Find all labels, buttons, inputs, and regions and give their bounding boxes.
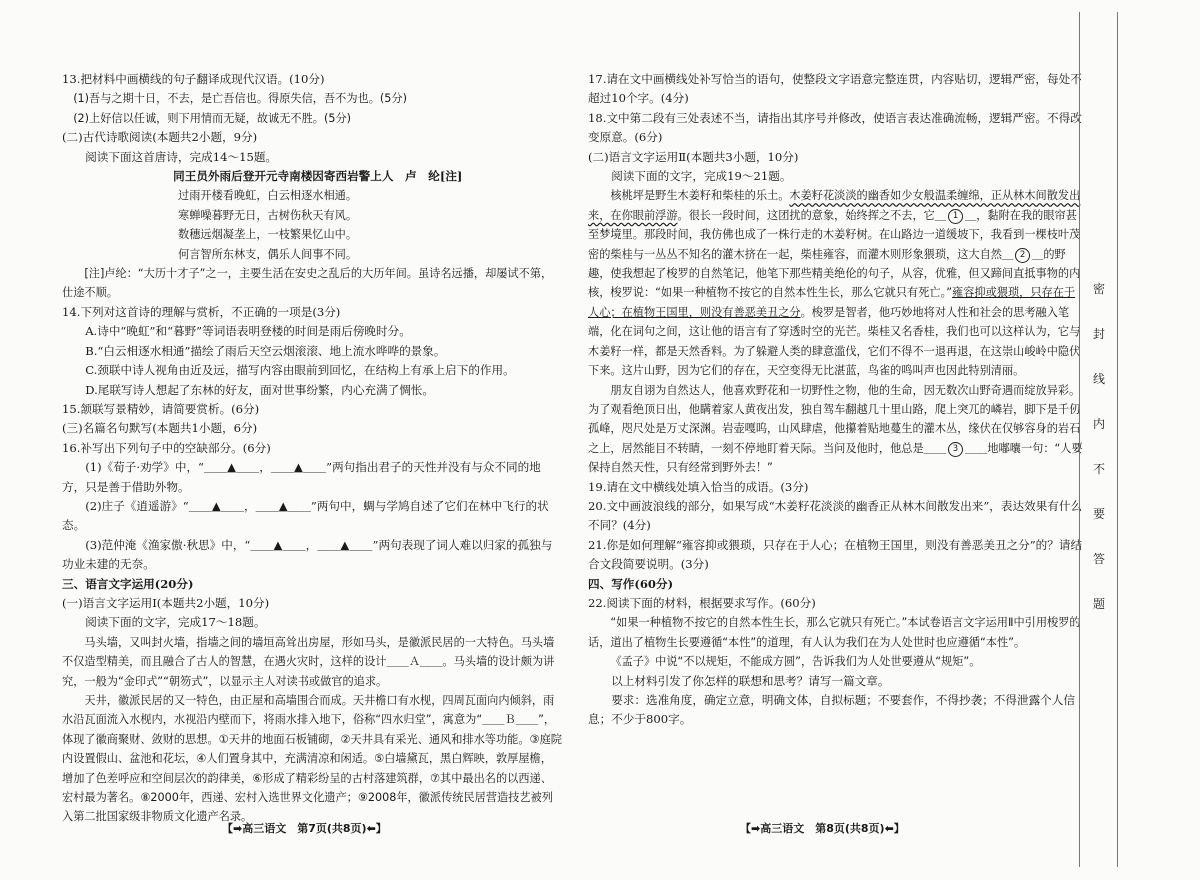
right-paragraph: 21.你是如何理解“雍容抑或猥琐，只存在于人心；在植物王国里，则没有善恶美丑之分”的？请结合文段简要说明。(3分) bbox=[588, 537, 1083, 572]
left-paragraph: (3)范仲淹《渔家傲·秋思》中，“＿＿▲＿＿，＿＿▲＿＿”两句表现了词人难以归家的孤独与功业未建的无奈。 bbox=[62, 537, 553, 572]
left-paragraph: A.诗中“晚虹”和“暮野”等词语表明登楼的时间是雨后傍晚时分。 bbox=[85, 324, 411, 339]
left-paragraph: 14.下列对这首诗的理解与赏析，不正确的一项是(3分) bbox=[62, 304, 341, 319]
seal-char: 内 bbox=[1092, 417, 1105, 431]
left-paragraph: (三)名篇名句默写(本题共1小题，6分) bbox=[62, 421, 258, 436]
left-paragraph: 数穗远烟凝垄上，一枝繁果忆山中。 bbox=[178, 228, 358, 242]
seal-char: 封 bbox=[1092, 327, 1105, 341]
right-paragraph: 17.请在文中画横线处补写恰当的语句，使整段文字语意完整连贯，内容贴切，逻辑严密，每处不超过10个字。(4分) bbox=[588, 72, 1082, 106]
right-paragraph: 核桃坪是野生木姜籽和柴桂的乐土。木姜籽花淡淡的幽香如少女般温柔缠绵，正从林木间散发出来，在你眼前浮游。很长一段时间，这团扰的意象，始终挥之不去，它＿ 1 ＿，黏附在我的眼帘甚至梦境里。那段时间，我仿佛也成了一株行走的木姜籽树。在山路边一道缓坡下，我看到一棵枝叶茂密的柴桂与一丛丛不知名的灌木挤在一起，柴桂雍容，而灌木则形象猥琐，这大自然＿ 2 ＿的野趣，使我想起了梭罗的自然笔记，他笔下那些精美绝伦的句子，从容，优雅，但又蹄间直抵事物的内核，梭罗说：“如果一种植物不按它的自然本性生长，那么它就只有死亡。”雍容抑或猥琐，只存在于人心；在植物王国里，则没有善恶美丑之分。梭罗是智者，他巧妙地将对人性和社会的思考融入笔端，化在词句之间，这让他的语言有了穿透时空的光芒。柴桂又名香桂，我们也可以这样认为，它与木姜籽一样，都是天然香料。为了躲避人类的肆意滥伐，它们不得不一退再退，在这崇山峻岭中隐伏下来。这片山野，因为它们的存在，天空变得无比湛蓝，鸟雀的鸣叫声也因此特别清丽。 bbox=[588, 189, 1081, 378]
right-paragraph: 20.文中画波浪线的部分，如果写成“木姜籽花淡淡的幽香正从林木间散发出来”，表达效果有什么不同？(4分) bbox=[588, 498, 1083, 533]
right-paragraph: 阅读下面的文字，完成19～21题。 bbox=[611, 169, 792, 184]
left-paragraph: 过雨开楼看晚虹，白云相逐水相通。 bbox=[178, 189, 358, 203]
right-paragraph: 以上材料引发了你怎样的联想和思考？请写一篇文章。 bbox=[611, 673, 890, 688]
left-paragraph: 马头墙，又叫封火墙，指墙之间的墙垣高耸出房屋，形如马头，是徽派民居的一大特色。马头墙不仅造型精美，而且融合了古人的智慧，在遇火灾时，这样的设计＿＿Ａ＿＿。马头墙的设计颇为讲究，一般为“金印式”“朝笏式”，以显示主人对读书或做官的追求。 bbox=[62, 635, 555, 688]
left-paragraph: 同王员外雨后登开元寺南楼因寄西岩警上人 卢 纶[注] bbox=[173, 169, 463, 184]
right-paragraph: 朋友自诩为自然达人，他喜欢野花和一切野性之物，他的生命，因无数次山野奇遇而绽放异彩。为了观看绝顶日出，他瞒着家人黄夜出发，独自驾车翻越几十里山路，爬上突兀的嶙岩，脚下是千仞孤峰，咫尺处是万丈深渊。岩壶嘎呜，山风肆虐，他攥着贴地蔓生的灌木丛，缘伏在仅够容身的岩石之上，居然能目不转睛，一刻不停地盯着天际。当问及他时，他总是＿＿ 3 ＿＿地嘟囔一句：“人要保持自然天性，只有经常到野外去！” bbox=[588, 383, 1083, 475]
left-paragraph: 三、语言文字运用(20分) bbox=[62, 576, 194, 591]
right-paragraph: 19.请在文中横线处填入恰当的成语。(3分) bbox=[588, 479, 809, 494]
left-paragraph: 阅读下面的文字，完成17～18题。 bbox=[85, 615, 266, 630]
right-paragraph: “如果一种植物不按它的自然本性生长，那么它就只有死亡。”本试卷语言文字运用Ⅱ中引用梭罗的话，道出了植物生长要遵循“本性”的道理，有人认为我们在为人处世时也应遵循“本性”。 bbox=[588, 616, 1081, 649]
left-paragraph: 16.补写出下列句子中的空缺部分。(6分) bbox=[62, 440, 271, 455]
seal-char: 不 bbox=[1092, 462, 1105, 476]
left-paragraph: 阅读下面这首唐诗，完成14～15题。 bbox=[85, 149, 278, 164]
left-paragraph: 何言智所东林支，偶乐人间事不同。 bbox=[178, 247, 358, 261]
left-paragraph: 天井，徽派民居的又一特色，由正屋和高墙围合而成。天井檐口有水枧，四周瓦面向内倾斜，雨水沿瓦面流入水枧内，水视沿内壁而下，将雨水排入地下，俗称“四水归堂”，寓意为“＿＿Ｂ＿＿”，体现了徽商聚财、敛财的思想。①天井的地面石板铺砌，②天井具有采光、通风和排水等功能。③庭院内设置假山、盆池和花坛，④人们置身其中，充满清凉和闲适。⑤白墙黛瓦，黑白辉映，敦厚屋檐，增加了色差呼应和空间层次的韵律美，⑥形成了精彩纷呈的古村落建筑群，⑦其中最出名的以西递、宏村最为著名。⑧2000年，西递、宏村入选世界文化遗产；⑨2008年，徽派传统民居营造技艺被列入第二批国家级非物质文化遗产名录。 bbox=[62, 694, 562, 824]
right-paragraph: 22.阅读下面的材料，根据要求写作。(60分) bbox=[588, 595, 816, 610]
page-7-footer: 【➡高三语文 第7页(共8页)⬅】 bbox=[222, 822, 387, 835]
right-paragraph: 要求：选准角度，确定立意，明确文体，自拟标题；不要套作，不得抄袭；不得泄露个人信息；不少于800字。 bbox=[588, 693, 1075, 727]
seal-char: 密 bbox=[1092, 282, 1105, 296]
left-paragraph: B.“白云相逐水相通”描绘了雨后天空云烟滚滚、地上流水哗哗的景象。 bbox=[85, 343, 446, 358]
left-paragraph: 13.把材料中画横线的句子翻译成现代汉语。(10分) bbox=[62, 72, 325, 86]
left-paragraph: 寒蝉噪暮野无日，古树伤秋天有风。 bbox=[178, 208, 358, 222]
seal-line-right bbox=[1117, 12, 1118, 867]
page-8-content bbox=[588, 70, 1085, 730]
left-paragraph: C.颈联中诗人视角由近及远，描写内容由眼前到回忆，在结构上有承上启下的作用。 bbox=[85, 363, 515, 378]
page-7-content bbox=[62, 70, 562, 827]
right-paragraph: 四、写作(60分) bbox=[588, 576, 674, 591]
left-paragraph: (1)吾与之期十日，不去，是亡吾信也。得原失信，吾不为也。(5分) bbox=[73, 92, 407, 106]
left-paragraph: D.尾联写诗人想起了东林的好友，面对世事纷繁，内心充满了惆怅。 bbox=[85, 382, 434, 397]
left-paragraph: 15.颔联写景精妙，请简要赏析。(6分) bbox=[62, 401, 260, 416]
seal-char: 要 bbox=[1092, 507, 1105, 521]
left-paragraph: (2)庄子《逍遥游》“＿＿▲＿＿，＿＿▲＿＿”两句中，蜩与学鸠自述了它们在林中飞行的状态。 bbox=[62, 498, 549, 533]
seal-char: 题 bbox=[1092, 597, 1105, 611]
right-paragraph: 18.文中第二段有三处表述不当，请指出其序号并修改，使语言表达准确流畅，逻辑严密。不得改变原意。(6分) bbox=[588, 110, 1082, 145]
left-paragraph: (2)上好信以任诚，则下用情而无疑，故诚无不胜。(5分) bbox=[73, 111, 352, 125]
seal-line-notice bbox=[1082, 280, 1116, 612]
page-8-footer: 【➡高三语文 第8页(共8页)⬅】 bbox=[740, 822, 905, 835]
right-paragraph: 《孟子》中说“不以规矩，不能成方圆”，告诉我们为人处世要遵从“规矩”。 bbox=[610, 655, 981, 669]
right-paragraph: (二)语言文字运用Ⅱ(本题共3小题，10分) bbox=[588, 149, 799, 164]
seal-char: 线 bbox=[1092, 372, 1105, 386]
left-paragraph: [注]卢纶：“大历十才子”之一，主要生活在安史之乱后的大历年间。虽诗名远播，却屡试不第，仕途不顺。 bbox=[62, 267, 553, 300]
seal-line-left bbox=[1079, 12, 1080, 867]
left-paragraph: (一)语言文字运用Ⅰ(本题共2小题，10分) bbox=[62, 595, 270, 610]
seal-char: 答 bbox=[1092, 552, 1105, 566]
left-paragraph: (1)《荀子·劝学》中，“＿＿▲＿＿，＿＿▲＿＿”两句指出君子的天性并没有与众不同的地方，只是善于借助外物。 bbox=[62, 460, 541, 494]
left-paragraph: (二)古代诗歌阅读(本题共2小题，9分) bbox=[62, 130, 258, 145]
